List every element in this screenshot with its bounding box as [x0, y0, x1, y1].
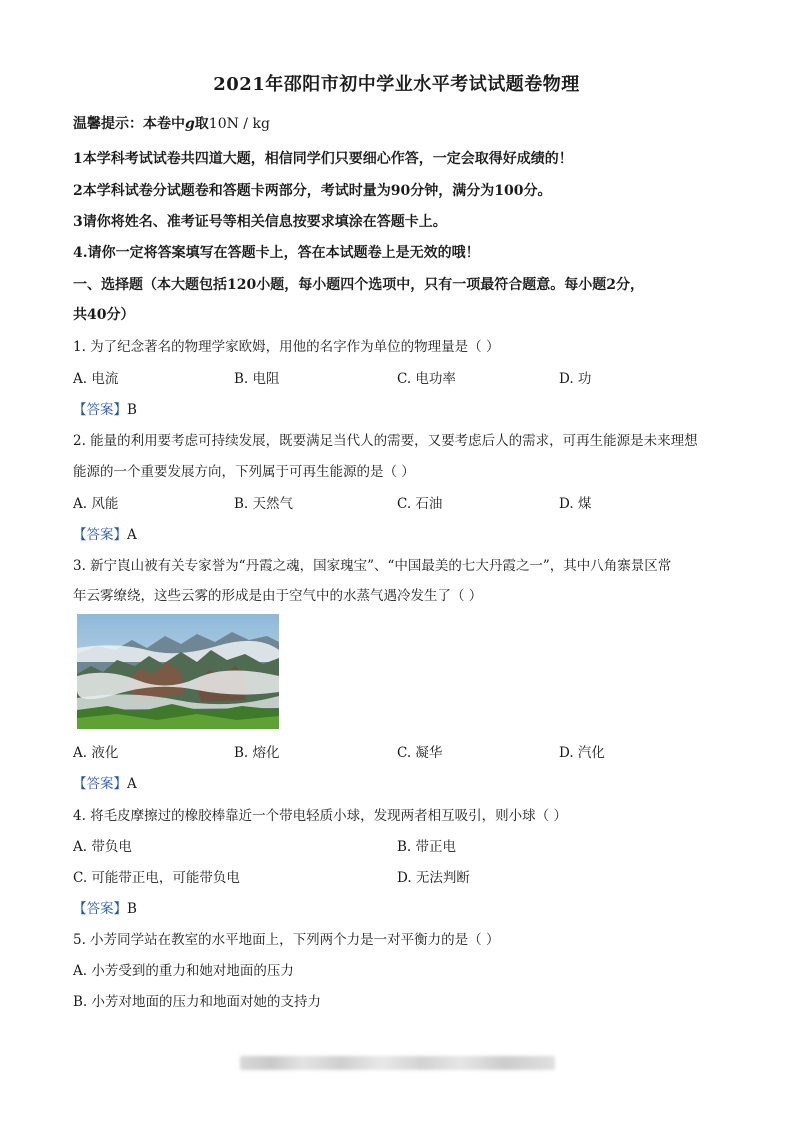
question-2-stem: 2. 能量的利用要考虑可持续发展，既要满足当代人的需要，又要考虑后人的需求，可再生能源是未来理想 [73, 433, 698, 449]
answer-value: B [127, 402, 137, 418]
question-5-stem: 5. 小芳同学站在教室的水平地面上，下列两个力是一对平衡力的是（ ） [73, 932, 500, 948]
question-5-option-a: A. 小芳受到的重力和她对地面的压力 [73, 963, 294, 979]
answer-value: A [127, 776, 137, 792]
question-2-option-c: C. 石油 [397, 496, 443, 512]
answer-value: A [127, 527, 137, 543]
question-2-answer [73, 527, 137, 543]
question-4-option-a: A. 带负电 [73, 839, 132, 855]
question-2-option-d: D. 煤 [559, 496, 592, 512]
note-4: 4.请你一定将答案填写在答题卡上，答在本试题卷上是无效的哦！ [73, 245, 480, 261]
tip-value: 10N / kg [208, 116, 270, 132]
section-heading-cont: 共40分） [73, 307, 135, 323]
note-3: 3请你将姓名、准考证号等相关信息按要求填涂在答题卡上。 [73, 214, 447, 230]
answer-value: B [127, 901, 137, 917]
question-4-answer [73, 901, 137, 917]
question-1-stem: 1. 为了纪念著名的物理学家欧姆，用他的名字作为单位的物理量是（ ） [73, 339, 500, 355]
question-1-option-d: D. 功 [559, 371, 592, 387]
note-2: 2本学科试卷分试题卷和答题卡两部分，考试时量为90分钟，满分为100分。 [73, 183, 552, 199]
tip-variable: g [185, 116, 195, 132]
question-3-stem: 3. 新宁崀山被有关专家誉为“丹霞之魂，国家瑰宝”、“中国最美的七大丹霞之一”，其中八角寨景区常 [73, 558, 672, 574]
question-4-stem: 4. 将毛皮摩擦过的橡胶棒靠近一个带电轻质小球，发现两者相互吸引，则小球（ ） [73, 808, 567, 824]
question-2-option-a: A. 风能 [73, 496, 119, 512]
answer-label: 【答案】 [73, 901, 127, 917]
question-1-option-b: B. 电阻 [234, 371, 280, 387]
page-title: 2021年邵阳市初中学业水平考试试题卷物理 [213, 74, 580, 95]
question-3-stem-cont: 年云雾缭绕，这些云雾的形成是由于空气中的水蒸气遇冷发生了（ ） [73, 588, 483, 604]
answer-label: 【答案】 [73, 402, 127, 418]
tip-line [73, 116, 270, 132]
section-heading: 一、选择题（本大题包括120小题，每小题四个选项中，只有一项最符合题意。每小题2分， [73, 277, 644, 293]
question-3-option-b: B. 熔化 [234, 745, 280, 761]
question-5-option-b: B. 小芳对地面的压力和地面对她的支持力 [73, 994, 322, 1010]
question-2-option-b: B. 天然气 [234, 496, 294, 512]
question-4-option-b: B. 带正电 [397, 839, 457, 855]
question-3-option-d: D. 汽化 [559, 745, 605, 761]
question-4-option-d: D. 无法判断 [397, 870, 470, 886]
question-3-option-c: C. 凝华 [397, 745, 443, 761]
question-3-option-a: A. 液化 [73, 745, 119, 761]
answer-label: 【答案】 [73, 776, 127, 792]
question-3-answer [73, 776, 137, 792]
danxia-mountain-photo [77, 614, 279, 729]
note-1: 1本学科考试试卷共四道大题，相信同学们只要细心作答，一定会取得好成绩的！ [73, 151, 573, 167]
answer-label: 【答案】 [73, 527, 127, 543]
question-2-stem-cont: 能源的一个重要发展方向，下列属于可再生能源的是（ ） [73, 464, 415, 480]
question-1-answer [73, 402, 137, 418]
tip-label: 温馨提示：本卷中 [73, 116, 185, 132]
tip-mid: 取 [194, 116, 209, 132]
question-1-option-a: A. 电流 [73, 371, 119, 387]
question-4-option-c: C. 可能带正电，可能带负电 [73, 870, 240, 886]
blurred-footer [240, 1056, 555, 1070]
question-1-option-c: C. 电功率 [397, 371, 456, 387]
